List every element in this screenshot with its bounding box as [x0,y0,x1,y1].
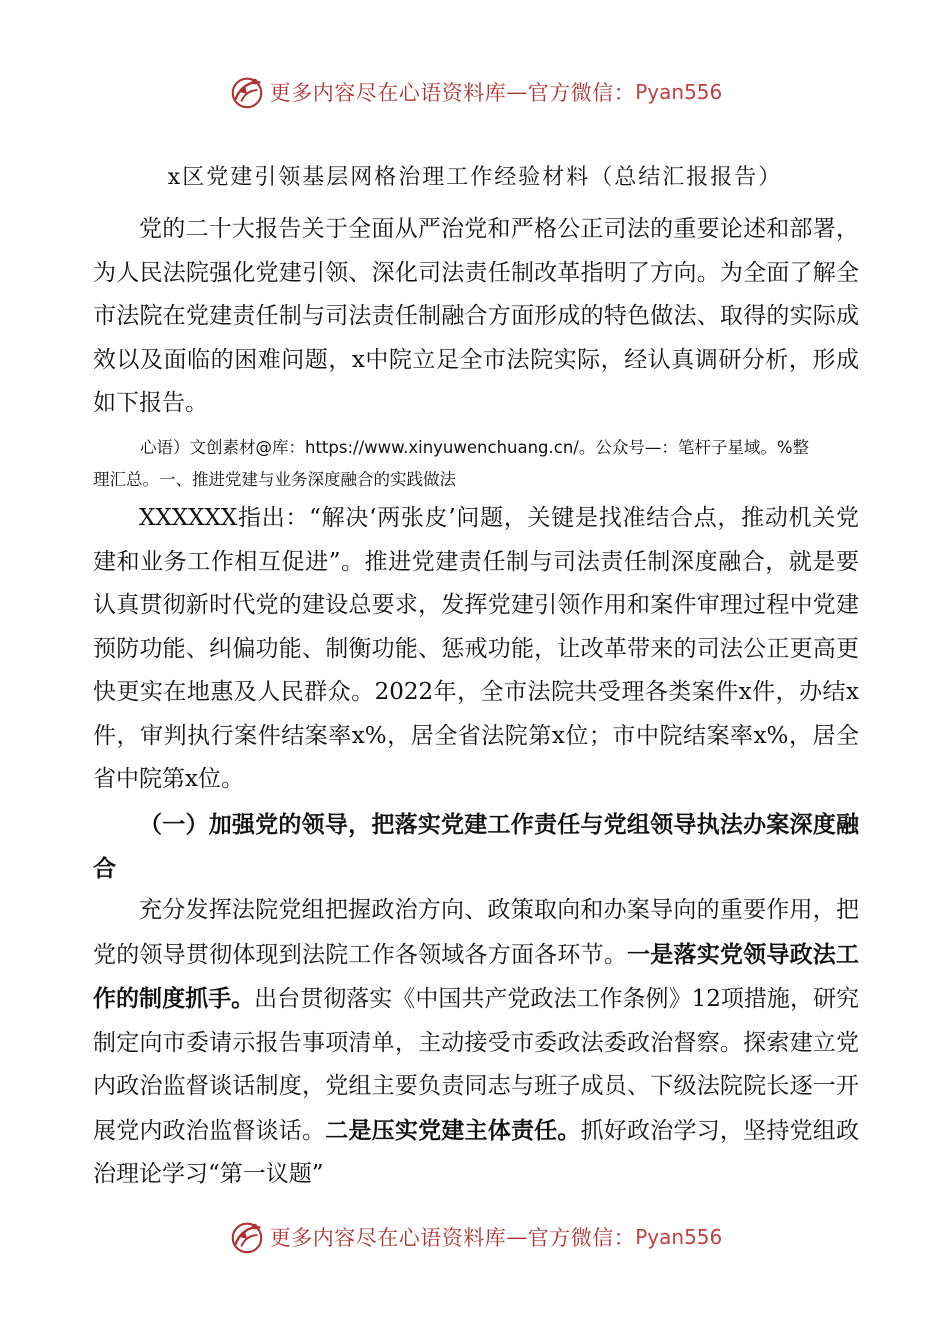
banner-dash: — [506,1225,528,1249]
swirl-logo-icon [228,73,266,111]
paragraph-3-part-e: 抓好政治学习，坚持党组政治理论学习“第一议题” [93,1117,859,1187]
swirl-logo-icon [228,1218,266,1256]
banner-slogan: 更多内容尽在心语资料库 [269,1226,507,1250]
banner-dash: — [506,80,528,104]
source-note-line-2: 理汇总。一、推进党建与业务深度融合的实践做法 [93,470,456,489]
intro-paragraph [93,208,859,426]
banner-slogan: 更多内容尽在心语资料库 [269,81,507,105]
source-note-line-1: 心语）文创素材@库：https://www.xinyuwenchuang.cn/。公众号—：笔杆子星域。%整 [140,438,810,457]
source-note [93,432,859,496]
document-title: x区党建引领基层网格治理工作经验材料（总结汇报报告） [167,165,783,190]
banner-wechat-label: 官方微信： [527,81,636,105]
footer-banner [0,1217,950,1257]
section-heading-1-text: （一）加强党的领导，把落实党建工作责任与党组领导执法办案深度融合 [93,811,859,882]
section-heading-1 [93,803,859,891]
body-paragraph-3 [93,889,859,1197]
header-banner [0,72,950,112]
paragraph-3-bold-2: 二是压实党建主体责任。 [325,1116,581,1144]
paragraph-3-bold-1: 一是落实党领导政法工作的制度抓手。 [93,940,859,1012]
banner-wechat-id: Pyan556 [635,80,723,104]
paragraph-3 [93,889,859,1197]
banner-wechat-id: Pyan556 [635,1225,723,1249]
intro-text: 党的二十大报告关于全面从严治党和严格公正司法的重要论述和部署，为人民法院强化党建引领、深化司法责任制改革指明了方向。为全面了解全市法院在党建责任制与司法责任制融合方面形成的特色做法、取得的实际成效以及面临的困难问题，x中院立足全市法院实际，经认真调研分析，形成如下报告。 [93,216,859,416]
paragraph-3-part-a: 充分发挥法院党组把握政治方向、政策取向和办案导向的重要作用，把党的领导贯彻体现到法院工作各领域各方面各环节。 [93,897,859,968]
body-paragraph-2 [93,497,859,802]
paragraph-3-part-c: 出台贯彻落实《中国共产党政法工作条例》12项措施，研究制定向市委请示报告事项清单，主动接受市委政法委政治督察。探索建立党内政治监督谈话制度，党组主要负责同志与班子成员、下级法院院长逐一开展党内政治监督谈话。 [93,986,859,1144]
banner-wechat-label: 官方微信： [527,1226,636,1250]
paragraph-2-text: XXXXXX指出：“解决‘两张皮’问题，关键是找准结合点，推动机关党建和业务工作相互促进”。推进党建责任制与司法责任制深度融合，就是要认真贯彻新时代党的建设总要求，发挥党建引领作用和案件审理过程中党建预防功能、纠偏功能、制衡功能、惩戒功能，让改革带来的司法公正更高更快更实在地惠及人民群众。2022年，全市法院共受理各类案件x件，办结x件，审判执行案件结案率x%，居全省法院第x位；市中院结案率x%，居全省中院第x位。 [93,505,859,792]
